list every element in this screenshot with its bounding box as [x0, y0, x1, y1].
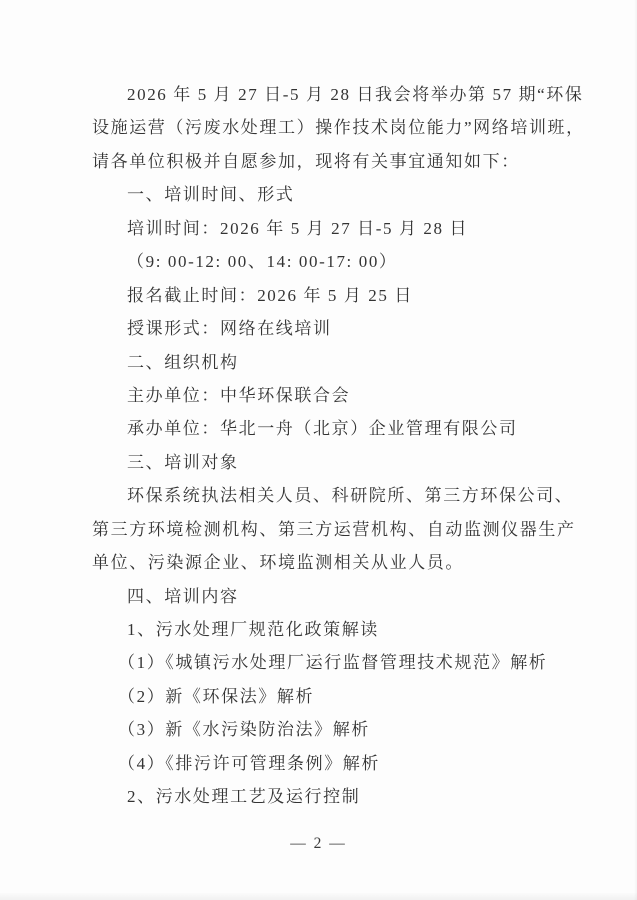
- training-hours-line: （9: 00-12: 00、14: 00-17: 00）: [127, 252, 398, 272]
- document-body: [92, 78, 592, 814]
- content-subitem-1: （1）《城镇污水处理厂运行监督管理技术规范》解析: [118, 653, 548, 673]
- paragraph-intro-line: 2026 年 5 月 27 日-5 月 28 日我会将举办第 57 期“环保: [127, 85, 584, 104]
- section-heading-3: 三、培训对象: [127, 452, 239, 472]
- training-time-line: 培训时间：2026 年 5 月 27 日-5 月 28 日: [127, 218, 469, 238]
- content-item-1: 1、污水处理厂规范化政策解读: [127, 620, 379, 639]
- registration-deadline-line: 报名截止时间：2026 年 5 月 25 日: [127, 285, 413, 305]
- paragraph-intro-line: 设施运营（污废水处理工）操作技术岗位能力”网络培训班，: [92, 118, 585, 138]
- content-subitem-2: （2）新《环保法》解析: [118, 686, 315, 706]
- paragraph-intro-line: 请各单位积极并自愿参加，现将有关事宜通知如下：: [92, 151, 520, 171]
- host-organization-line: 主办单位：中华环保联合会: [127, 385, 351, 405]
- content-subitem-3: （3）新《水污染防治法》解析: [118, 720, 370, 740]
- content-item-2: 2、污水处理工艺及运行控制: [127, 787, 361, 807]
- content-subitem-4: （4）《排污许可管理条例》解析: [118, 753, 380, 773]
- audience-line: 第三方环境检测机构、第三方运营机构、自动监测仪器生产: [92, 519, 576, 539]
- scan-edge-bottom: [0, 893, 637, 900]
- audience-line: 环保系统执法相关人员、科研院所、第三方环保公司、: [127, 486, 574, 506]
- section-heading-2: 二、组织机构: [127, 352, 239, 372]
- section-heading-4: 四、培训内容: [127, 586, 239, 606]
- page-number: — 2 —: [290, 835, 347, 852]
- organizer-line: 承办单位：华北一舟（北京）企业管理有限公司: [127, 419, 518, 439]
- teaching-format-line: 授课形式：网络在线培训: [127, 319, 332, 339]
- audience-line: 单位、污染源企业、环境监测相关从业人员。: [92, 553, 464, 573]
- section-heading-1: 一、培训时间、形式: [127, 185, 295, 205]
